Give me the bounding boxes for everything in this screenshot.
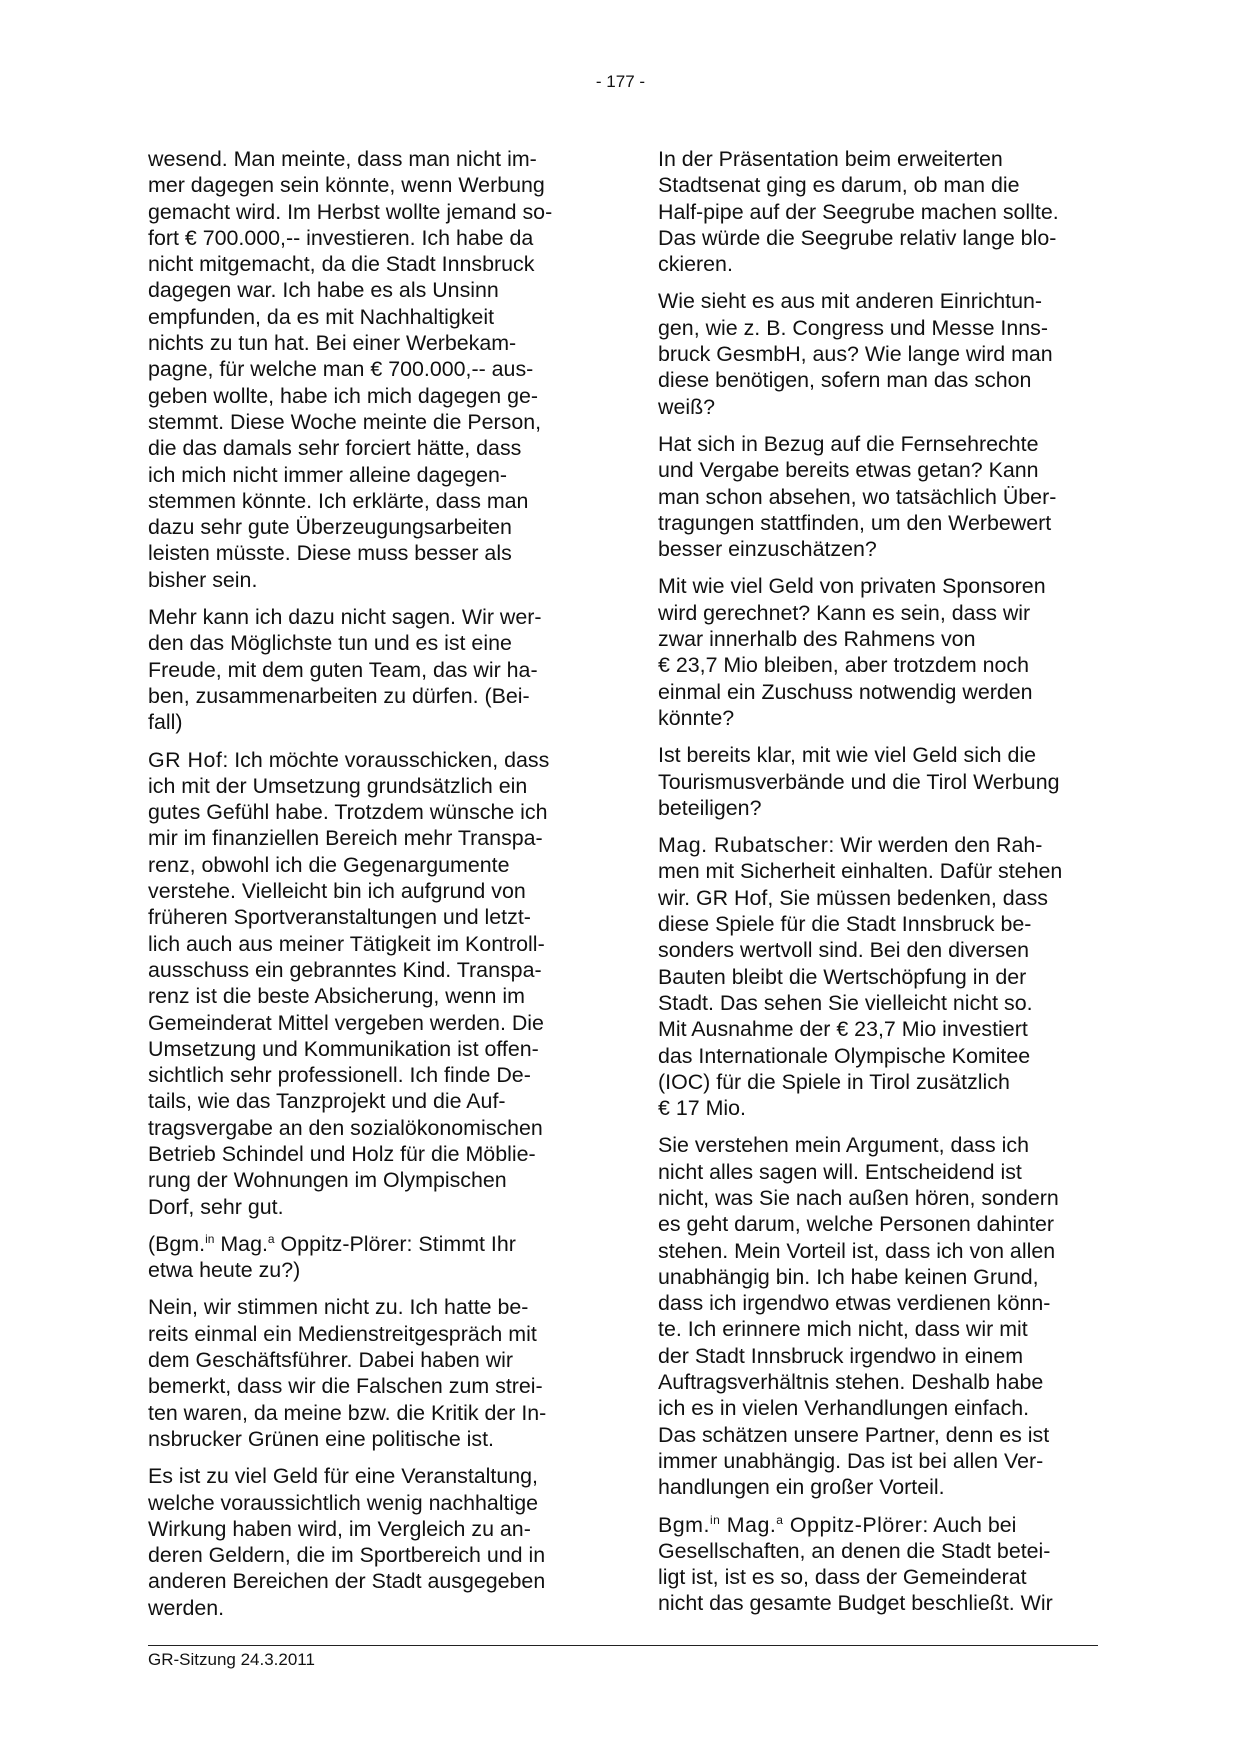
speaker-name: GR Hof — [148, 747, 223, 772]
speech-text: : Ich möchte vorausschicken, dass ich mit der Umsetzung grundsätzlich ein gutes Gefühl habe. Trotzdem wünsche ich mir im finanziellen Bereich mehr Transpa- renz, obwohl ich die Gegenargumente verstehe. Vielleicht bin ich aufgrund von früheren Sportveranstaltungen und letzt- lich auch aus meiner Tätigkeit im Kontroll- ausschuss ein gebranntes Kind. Transpa- renz ist die beste Absicherung, wenn im Gemeinderat Mittel vergeben werden. Die Umsetzung und Kommunikation ist offen- sichtlich sehr professionell. Ich finde De- tails, wie das Tanzprojekt und die Auf- tragsvergabe an den sozialökonomischen Betrieb Schindel und Holz für die Möblie- rung der Wohnungen im Olympischen Dorf, sehr gut. — [148, 747, 550, 1219]
speaker-name — [658, 1513, 922, 1537]
speech-text: : Wir werden den Rah- men mit Sicherheit einhalten. Dafür stehen wir. GR Hof, Sie müssen bedenken, dass diese Spiele für die Stadt Innsbruck be- sonders wertvoll sind. Bei den diversen Bauten bleibt die Wertschöpfung in der Stadt. Das sehen Sie vielleicht nicht so. Mit Ausnahme der € 23,7 Mio investiert das Internationale Olympische Komitee (IOC) für die Spiele in Tirol zusätzlich € 17 Mio. — [658, 833, 1063, 1121]
superscript: a — [267, 1231, 275, 1246]
paragraph: Es ist zu viel Geld für eine Veranstaltung, welche voraussichtlich wenig nachhaltige Wirkung haben wird, im Vergleich zu an- deren Geldern, die im Sportbereich und in anderen Bereichen der Stadt ausgegeben werden. — [148, 1464, 546, 1620]
left-column — [148, 146, 578, 1632]
paragraph — [148, 747, 578, 1220]
speaker-name: Mag. Rubatscher — [658, 833, 829, 858]
paragraph: Mit wie viel Geld von privaten Sponsoren wird gerechnet? Kann es sein, dass wir zwar innerhalb des Rahmens von € 23,7 Mio bleiben, aber trotzdem noch einmal ein Zuschuss notwendig werden könnte? — [658, 574, 1046, 730]
paragraph: Sie verstehen mein Argument, dass ich nicht alles sagen will. Entscheidend ist nicht, was Sie nach außen hören, sondern es geht darum, welche Personen dahinter stehen. Mein Vorteil ist, dass ich von allen unabhängig bin. Ich habe keinen Grund, dass ich irgendwo etwas verdienen könn- te. Ich erinnere mich nicht, dass wir mit der Stadt Innsbruck irgendwo in einem Auftragsverhältnis stehen. Deshalb habe ich es in vielen Verhandlungen einfach. Das schätzen unsere Partner, denn es ist immer unabhängig. Das ist bei allen Ver- handlungen ein großer Vorteil. — [658, 1133, 1059, 1500]
paragraph — [658, 832, 1098, 1121]
speaker-part: Mag. — [720, 1512, 777, 1537]
superscript: in — [205, 1231, 215, 1246]
interjection-part: (Bgm. — [148, 1231, 206, 1256]
paragraph: Wie sieht es aus mit anderen Einrichtun- gen, wie z. B. Congress und Messe Inns- bruck GesmbH, aus? Wie lange wird man diese benötigen, sofern man das schon weiß? — [658, 289, 1053, 419]
speaker-part: Oppitz-Plörer — [783, 1512, 923, 1537]
interjection-part: Mag. — [214, 1231, 268, 1256]
page-number: - 177 - — [595, 72, 646, 91]
paragraph: Ist bereits klar, mit wie viel Geld sich die Tourismusverbände und die Tirol Werbung beteiligen? — [658, 743, 1060, 820]
interjection — [148, 1231, 578, 1284]
paragraph: In der Präsentation beim erweiterten Stadtsenat ging es darum, ob man die Half-pipe auf der Seegrube machen sollte. Das würde die Seegrube relativ lange blo- ckieren. — [658, 147, 1059, 277]
paragraph: Mehr kann ich dazu nicht sagen. Wir wer- den das Möglichste tun und es ist eine Freude, mit dem guten Team, das wir ha- ben, zusammenarbeiten zu dürfen. (Bei- fall) — [148, 605, 542, 735]
paragraph: Hat sich in Bezug auf die Fernsehrechte und Vergabe bereits etwas getan? Kann man schon absehen, wo tatsächlich Über- tragungen stattfinden, um den Werbewert besser einzuschätzen? — [658, 431, 1057, 562]
interjection-part: Oppitz-Plörer: Stimmt Ihr etwa heute zu?) — [148, 1231, 516, 1283]
right-column — [658, 146, 1098, 1628]
superscript: in — [709, 1512, 721, 1527]
footer-divider — [148, 1645, 1098, 1646]
footer-session-date: GR-Sitzung 24.3.2011 — [148, 1650, 315, 1669]
paragraph — [658, 1512, 1098, 1617]
paragraph: Nein, wir stimmen nicht zu. Ich hatte be- reits einmal ein Medienstreitgespräch mit dem Geschäftsführer. Dabei haben wir bemerkt, dass wir die Falschen zum strei- ten waren, da meine bzw. die Kritik der In- nsbrucker Grünen eine politische ist. — [148, 1295, 547, 1451]
paragraph: wesend. Man meinte, dass man nicht im- mer dagegen sein könnte, wenn Werbung gemacht wird. Im Herbst wollte jemand so- fort € 700.000,-- investieren. Ich habe da nicht mitgemacht, da die Stadt Innsbruck dagegen war. Ich habe es als Unsinn empfunden, da es mit Nachhaltigkeit nichts zu tun hat. Bei einer Werbekam- pagne, für welche man € 700.000,-- aus- geben wollte, habe ich mich dagegen ge- stemmt. Diese Woche meinte die Person, die das damals sehr forciert hätte, dass ich mich nicht immer alleine dagegen- stemmen könnte. Ich erklärte, dass man dazu sehr gute Überzeugungsarbeiten leisten müsste. Diese muss besser als bisher sein. — [148, 147, 553, 592]
speaker-part: Bgm. — [658, 1512, 710, 1537]
speech-text: : Auch bei Gesellschaften, an denen die Stadt betei- ligt ist, ist es so, dass der Gemeinderat nicht das gesamte Budget beschließt. Wir — [658, 1512, 1053, 1616]
superscript: a — [776, 1512, 784, 1527]
